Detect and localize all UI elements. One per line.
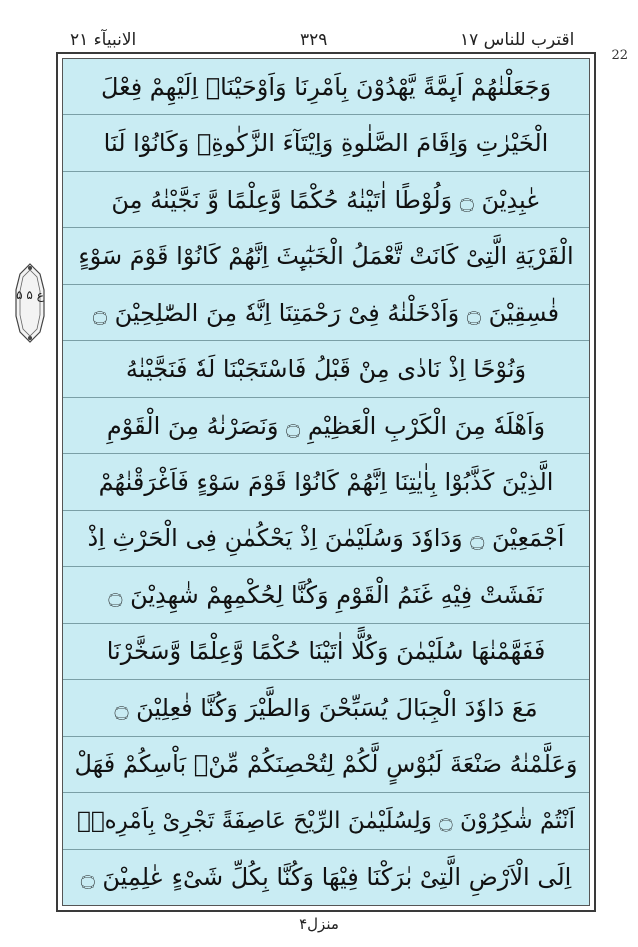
text-line: وَنُوْحًا اِذْ نَادٰی مِنْ قَبْلُ فَاسْتَجَبْنَا لَهٗ فَنَجَّیْنٰهُ — [63, 341, 589, 397]
medallion-ornament-icon — [10, 262, 50, 344]
text-line: وَجَعَلْنٰهُمْ اَىِٕمَّةً یَّهْدُوْنَ بِاَمْرِنَا وَاَوْحَیْنَاۤ اِلَیْهِمْ فِعْلَ — [63, 59, 589, 115]
text-line: نَفَشَتْ فِیْهِ غَنَمُ الْقَوْمِ وَكُنَّا لِحُكْمِهِمْ شٰهِدِیْنَ ۝ — [63, 567, 589, 623]
text-line: الْقَرْیَةِ الَّتِیْ كَانَتْ تَّعْمَلُ الْخَبٰٓىِٕثَ اِنَّهُمْ كَانُوْا قَوْمَ سَوْءٍ — [63, 228, 589, 284]
text-block — [62, 58, 590, 906]
text-line: اَجْمَعِیْنَ ۝ وَدَاوٗدَ وَسُلَیْمٰنَ اِذْ یَحْكُمٰنِ فِی الْحَرْثِ اِذْ — [63, 511, 589, 567]
text-line: فَفَهَّمْنٰهَا سُلَیْمٰنَ وَكُلًّا اٰتَیْنَا حُكْمًا وَّعِلْمًا وَّسَخَّرْنَا — [63, 624, 589, 680]
ruku-medallion — [10, 262, 50, 344]
text-line: الَّذِیْنَ كَذَّبُوْا بِاٰیٰتِنَا اِنَّهُمْ كَانُوْا قَوْمَ سَوْءٍ فَاَغْرَقْنٰهُمْ — [63, 454, 589, 510]
page-frame — [56, 52, 596, 912]
manzil-footer: منزل۴ — [299, 915, 339, 933]
text-line: فٰسِقِیْنَ ۝ وَاَدْخَلْنٰهُ فِیْ رَحْمَتِنَا اِنَّهٗ مِنَ الصّٰلِحِیْنَ ۝ — [63, 285, 589, 341]
surah-name: الانبیآء ۲۱ — [70, 30, 137, 50]
medallion-text: ع ۵ ۵ — [16, 288, 44, 302]
text-line: الْخَیْرٰتِ وَاِقَامَ الصَّلٰوةِ وَاِیْتَآءَ الزَّكٰوةِۚ وَكَانُوْا لَنَا — [63, 115, 589, 171]
juz-name: اقترب للناس ۱۷ — [460, 30, 575, 50]
side-page-number: 22 — [611, 48, 628, 63]
text-line: عٰبِدِیْنَ ۝ وَلُوْطًا اٰتَیْنٰهُ حُكْمًا وَّعِلْمًا وَّ نَجَّیْنٰهُ مِنَ — [63, 172, 589, 228]
page-number: ۳۲۹ — [300, 30, 328, 50]
text-line: مَعَ دَاوٗدَ الْجِبَالَ یُسَبِّحْنَ وَالطَّیْرَ وَكُنَّا فٰعِلِیْنَ ۝ — [63, 680, 589, 736]
text-line: اَنْتُمْ شٰكِرُوْنَ ۝ وَلِسُلَیْمٰنَ الرِّیْحَ عَاصِفَةً تَجْرِیْ بِاَمْرِهٖۤ — [63, 793, 589, 849]
text-line: اِلَی الْاَرْضِ الَّتِیْ بٰرَكْنَا فِیْهَا وَكُنَّا بِكُلِّ شَیْءٍ عٰلِمِیْنَ ۝ — [80, 863, 572, 892]
text-line: وَاَهْلَهٗ مِنَ الْكَرْبِ الْعَظِیْمِ ۝ وَنَصَرْنٰهُ مِنَ الْقَوْمِ — [63, 398, 589, 454]
page-header — [0, 30, 638, 54]
text-line: وَعَلَّمْنٰهُ صَنْعَةَ لَبُوْسٍ لَّكُمْ لِتُحْصِنَكُمْ مِّنْۢ بَاْسِكُمْ فَهَلْ — [63, 737, 589, 793]
